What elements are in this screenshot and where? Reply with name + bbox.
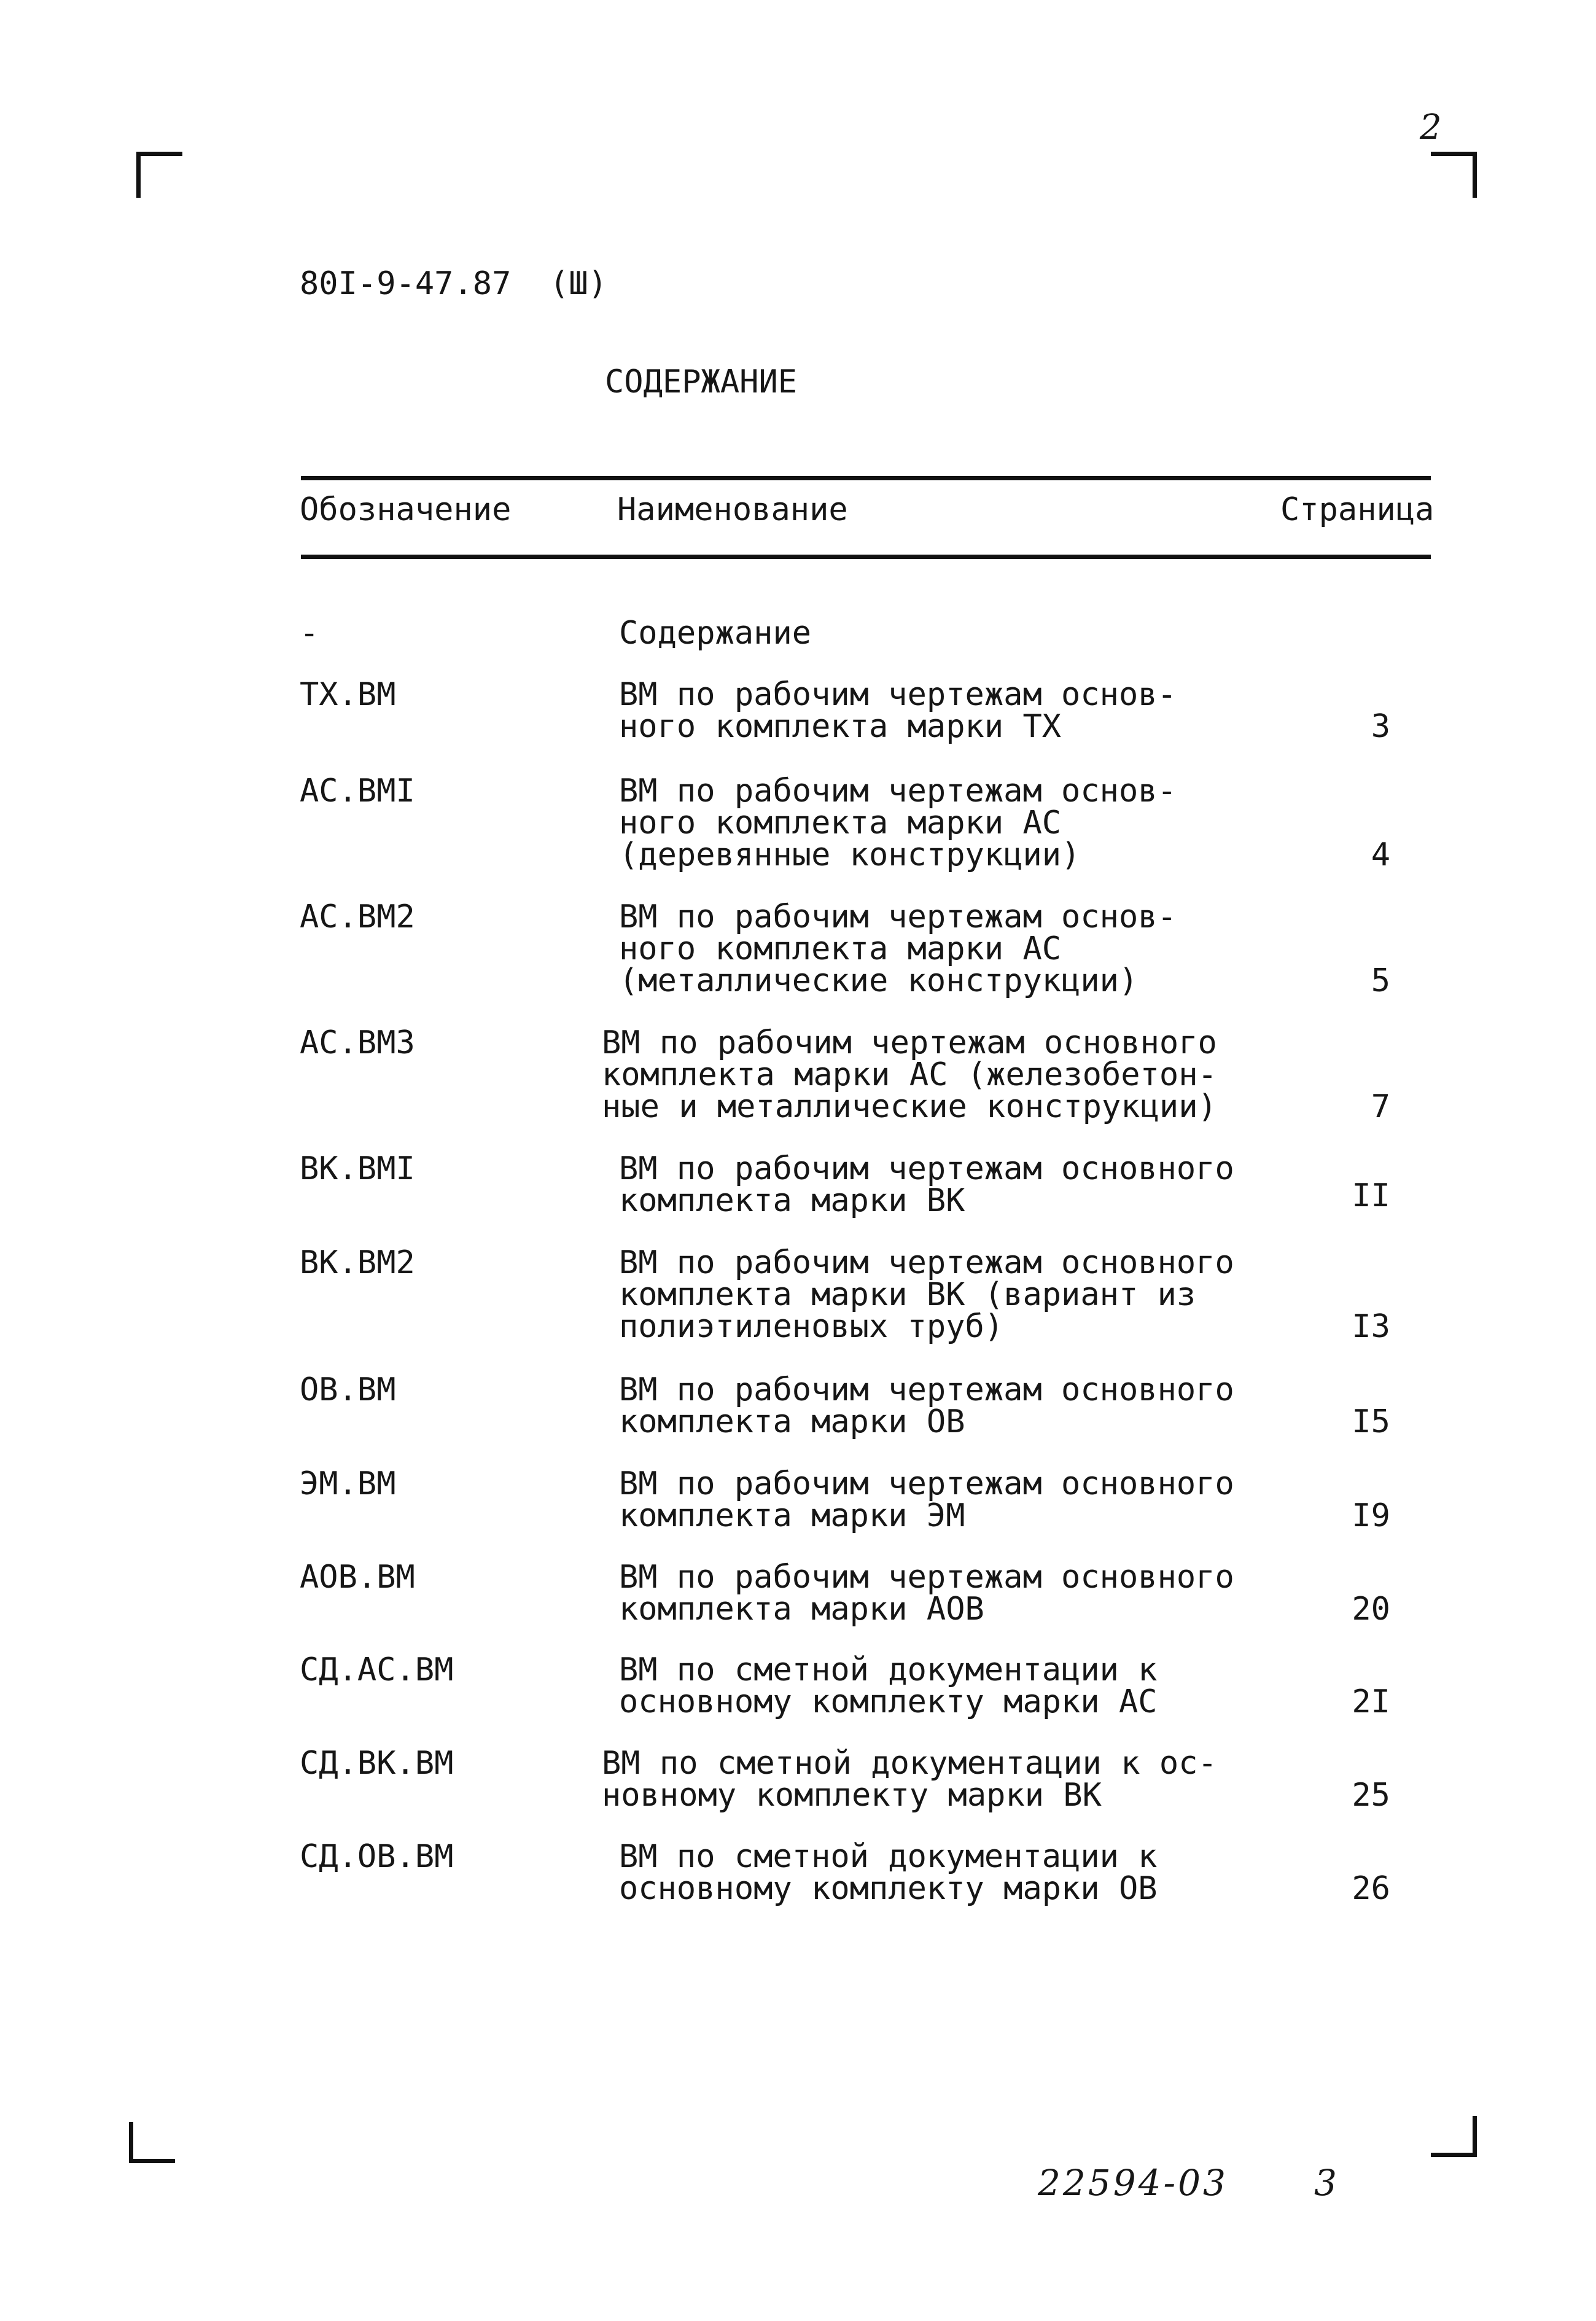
row-code: АС.ВМ3	[300, 1024, 415, 1061]
row-code: ВК.ВМ2	[300, 1244, 415, 1281]
row-page: 3	[1371, 708, 1390, 745]
row-code: ОВ.ВМ	[300, 1371, 396, 1408]
handwritten-sheet-mark: 2	[1420, 107, 1442, 147]
row-code: -	[300, 615, 319, 652]
row-page: 5	[1371, 962, 1390, 999]
row-page: 7	[1371, 1088, 1390, 1125]
row-name: ВМ по рабочим чертежам основного комплекта марки АОВ	[619, 1559, 1234, 1628]
row-name: ВМ по рабочим чертежам основ- ного комплекта марки ТХ	[619, 676, 1177, 745]
row-name: ВМ по рабочим чертежам основного комплекта марки ЭМ	[619, 1465, 1234, 1534]
handwritten-sheet-number: 3	[1314, 2162, 1337, 2204]
handwritten-inventory-number: 22594-03	[1038, 2162, 1228, 2204]
row-page: I3	[1352, 1308, 1390, 1345]
row-code: СД.ВК.ВМ	[300, 1745, 454, 1782]
row-name: ВМ по рабочим чертежам основного комплекта марки ОВ	[619, 1371, 1234, 1440]
page-title: СОДЕРЖАНИЕ	[605, 364, 798, 400]
row-name: Содержание	[619, 615, 812, 652]
row-code: СД.ОВ.ВМ	[300, 1838, 454, 1875]
header-name: Наименование	[617, 491, 848, 528]
row-code: АС.ВМ2	[300, 899, 415, 935]
document-code: 80I-9-47.87 (Ш)	[300, 265, 607, 302]
row-page: 25	[1352, 1777, 1390, 1814]
header-page: Страница	[1280, 491, 1434, 528]
row-name: ВМ по рабочим чертежам основного комплекта марки ВК (вариант из полиэтиленовых труб)	[619, 1244, 1234, 1345]
header-code: Обозначение	[300, 491, 512, 528]
row-name: ВМ по сметной документации к ос- новному комплекту марки ВК	[602, 1745, 1217, 1814]
row-code: АС.ВМI	[300, 773, 415, 809]
row-page: II	[1352, 1177, 1390, 1214]
row-page: I9	[1352, 1497, 1390, 1534]
row-code: ЭМ.ВМ	[300, 1465, 396, 1502]
row-name: ВМ по рабочим чертежам основного комплекта марки АС (железобетон- ные и металлические конструкции)	[602, 1024, 1217, 1125]
row-page: 2I	[1352, 1683, 1390, 1720]
row-code: СД.АС.ВМ	[300, 1652, 454, 1688]
row-name: ВМ по рабочим чертежам основного комплекта марки ВК	[619, 1150, 1234, 1219]
row-name: ВМ по рабочим чертежам основ- ного комплекта марки АС (деревянные конструкции)	[619, 773, 1177, 873]
row-page: I5	[1352, 1403, 1390, 1440]
row-page: 26	[1352, 1870, 1390, 1907]
row-name: ВМ по рабочим чертежам основ- ного комплекта марки АС (металлические конструкции)	[619, 899, 1177, 999]
row-name: ВМ по сметной документации к основному комплекту марки ОВ	[619, 1838, 1158, 1907]
row-name: ВМ по сметной документации к основному комплекту марки АС	[619, 1652, 1158, 1720]
row-code: АОВ.ВМ	[300, 1559, 415, 1596]
row-page: 4	[1371, 837, 1390, 873]
row-code: ВК.ВМI	[300, 1150, 415, 1187]
row-page: 20	[1352, 1591, 1390, 1628]
row-code: ТХ.ВМ	[300, 676, 396, 713]
